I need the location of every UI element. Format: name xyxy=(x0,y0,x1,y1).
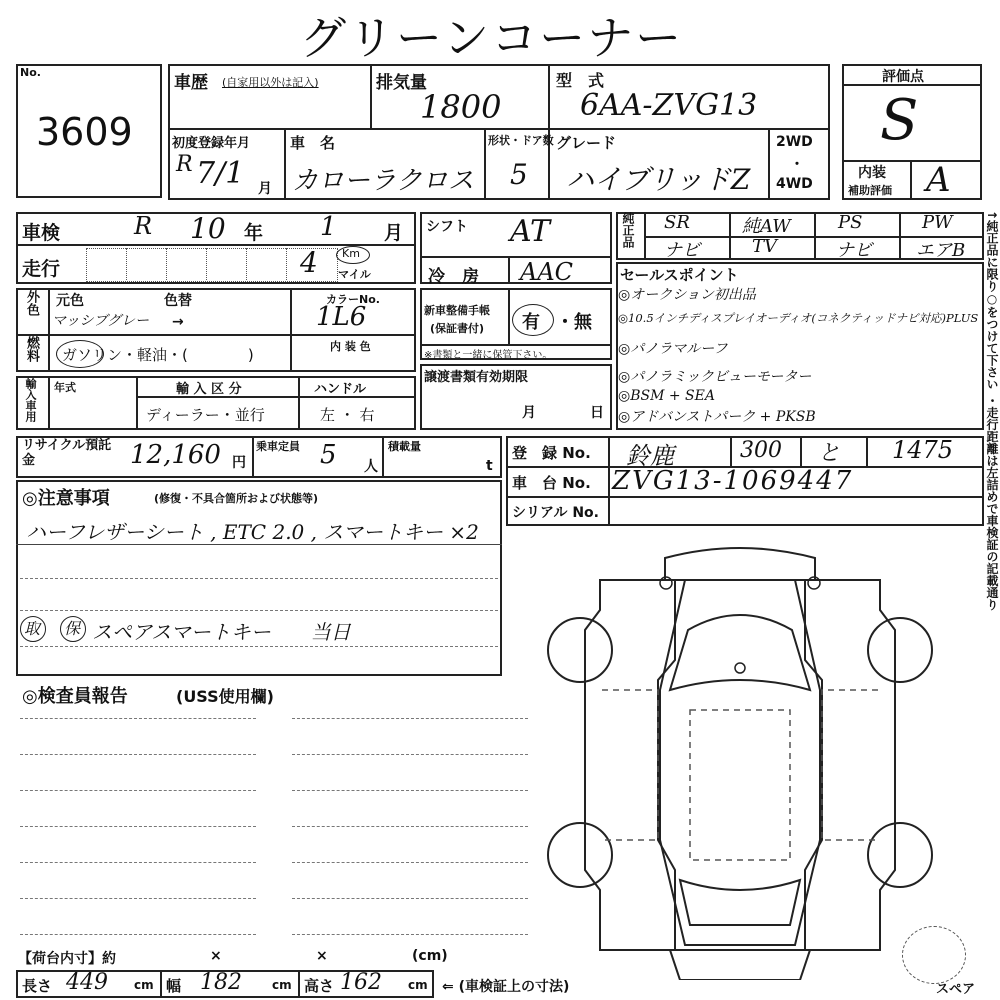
cargo-x2: × xyxy=(316,948,328,964)
first-reg-label: 初度登録年月 xyxy=(172,136,251,151)
interior-label: 内装 xyxy=(858,165,886,181)
equip-navi2: ナビ xyxy=(836,240,872,261)
notes-sub: (修復・不具合箇所および状態等) xyxy=(154,492,319,505)
manual-note: ※書類と一緒に保管下さい。 xyxy=(424,350,553,361)
grade-score-value: S xyxy=(880,88,919,153)
history-label: 車歴 xyxy=(174,73,208,93)
car-name-value: カローラクロス xyxy=(292,166,475,196)
inspection-era: R xyxy=(134,212,153,240)
transfer-label: 譲渡書類有効期限 xyxy=(424,370,529,385)
ton-unit: t xyxy=(486,458,493,474)
cargo-x1: × xyxy=(210,948,222,964)
inspector-sub: (USS使用欄) xyxy=(176,687,274,706)
page-title: グリーンコーナー xyxy=(300,11,684,65)
inspection-month: 1 xyxy=(320,212,337,242)
equip-tv: TV xyxy=(752,236,778,257)
recycle-label: リサイクル預託金 xyxy=(22,438,112,468)
fuel-label: 燃料 xyxy=(24,336,39,362)
model-label: 型 式 xyxy=(556,71,605,90)
year-unit: 年 xyxy=(244,222,264,244)
person-unit: 人 xyxy=(364,459,378,475)
capacity-label: 乗車定員 xyxy=(256,440,300,453)
orig-color-value: マッシブグレー xyxy=(52,313,150,329)
grade-score-label: 評価点 xyxy=(882,69,924,85)
displacement-value: 1800 xyxy=(420,88,502,126)
recycle-amount: 12,160 xyxy=(130,440,221,470)
roof-panel xyxy=(690,710,790,860)
chassis-value: ZVG13-1069447 xyxy=(612,466,854,496)
color-no-value: 1L6 xyxy=(316,302,367,332)
car-name-label: 車 名 xyxy=(290,134,336,152)
chassis-label: 車 台 No. xyxy=(512,474,591,492)
mileage-value: 4 xyxy=(300,246,318,279)
no-label: No. xyxy=(20,66,41,79)
grade-value: ハイブリッドZ xyxy=(566,163,751,196)
doors-label: 形状・ドア数 xyxy=(488,134,554,147)
cargo-label: 【荷台内寸】約 xyxy=(18,951,116,967)
manual-sep: ・ xyxy=(556,312,574,333)
length-cm: cm xyxy=(134,978,154,992)
lot-number: 3609 xyxy=(36,110,133,154)
cargo-unit: (cm) xyxy=(412,948,448,964)
drive-4wd: 4WD xyxy=(776,176,813,192)
transfer-day: 日 xyxy=(590,405,604,421)
load-label: 積載量 xyxy=(388,440,421,453)
inspection-year: 10 xyxy=(190,212,226,245)
length-value: 449 xyxy=(66,970,108,995)
spare-tire xyxy=(902,926,966,984)
model-value: 6AA-ZVG13 xyxy=(580,88,758,123)
first-reg-era: R xyxy=(176,152,193,177)
rear-bumper xyxy=(670,950,810,980)
spare-label: スペア xyxy=(936,982,976,997)
capacity-value: 5 xyxy=(320,440,337,470)
history-note: (自家用以外は記入) xyxy=(222,76,319,89)
shift-label: シフト xyxy=(426,219,468,235)
model-year-label: 年式 xyxy=(54,381,76,394)
height-value: 162 xyxy=(340,970,382,995)
grade-label: グレード xyxy=(556,134,617,152)
car-damage-diagram xyxy=(540,540,940,980)
dims-note: ⇐ (車検証上の寸法) xyxy=(442,979,570,995)
note-line-1: ハーフレザーシート , ETC 2.0 , スマートキー ×2 xyxy=(26,520,479,544)
right-side-panel xyxy=(805,580,895,950)
reg-class: 300 xyxy=(740,438,782,463)
windshield xyxy=(670,615,810,690)
manual-sub: (保証書付) xyxy=(430,322,485,335)
height-label: 高さ xyxy=(304,977,335,995)
spare-key-note: スペアスマートキー 当日 xyxy=(92,620,351,644)
reg-no-label: 登 録 No. xyxy=(512,444,591,462)
front-right-wheel xyxy=(868,618,932,682)
fuel-options: ガソリン・軽油・( ) xyxy=(62,346,254,364)
rear-left-wheel xyxy=(548,823,612,887)
notes-label: ◎注意事項 xyxy=(22,488,110,509)
mileage-label: 走行 xyxy=(22,258,61,280)
sales-point-5: ◎BSM + SEA xyxy=(618,388,715,404)
height-cm: cm xyxy=(408,978,428,992)
import-label: 輸入車用 xyxy=(24,378,37,422)
interior-color-label: 内 装 色 xyxy=(330,340,371,353)
equip-navi: ナビ xyxy=(664,240,700,261)
width-cm: cm xyxy=(272,978,292,992)
stamp-2: 保 xyxy=(64,619,81,638)
sales-point-3: ◎パノラマルーフ xyxy=(618,341,728,357)
orig-color-label: 元色 xyxy=(56,293,84,309)
equip-airbag: エアB xyxy=(916,240,966,261)
month-unit: 月 xyxy=(384,222,404,244)
handle-value: 左 ・ 右 xyxy=(320,406,375,424)
transfer-month: 月 xyxy=(522,405,536,421)
inspection-label: 車検 xyxy=(22,222,61,244)
rear-window xyxy=(680,880,800,925)
interior-score: A xyxy=(926,160,951,200)
import-class: ディーラー・並行 xyxy=(146,406,265,424)
reg-area: 鈴鹿 xyxy=(626,442,674,470)
sales-point-2: ◎10.5インチディスプレイオーディオ(コネクティッドナビ対応)PLUS xyxy=(618,311,979,325)
handle-label: ハンドル xyxy=(314,382,367,397)
reg-number: 1475 xyxy=(892,436,954,464)
drive-dot: ・ xyxy=(790,157,804,173)
width-value: 182 xyxy=(200,970,242,995)
equip-aw: 純AW xyxy=(742,216,791,237)
color-arrow: → xyxy=(172,314,184,330)
equip-label: 純正品 xyxy=(621,212,635,248)
rear-right-wheel xyxy=(868,823,932,887)
front-left-wheel xyxy=(548,618,612,682)
drive-2wd: 2WD xyxy=(776,134,813,150)
equip-sr: SR xyxy=(664,212,690,233)
reg-kana: と xyxy=(818,441,841,466)
equip-pw: PW xyxy=(922,212,953,233)
stamp-1: 取 xyxy=(24,619,41,638)
left-side-panel xyxy=(585,580,675,950)
side-note: ↑純正品に限り○をつけて下さい ・走行距離は左詰めで車検証の記載通り xyxy=(985,210,999,611)
inspector-label: ◎検査員報告 xyxy=(22,686,128,707)
color-no-label: カラーNo. xyxy=(326,293,380,306)
sales-point-1: ◎オークション初出品 xyxy=(618,287,756,303)
color-change-label: 色替 xyxy=(164,293,192,309)
doors-value: 5 xyxy=(510,158,528,191)
length-label: 長さ xyxy=(22,977,53,995)
equip-ps: PS xyxy=(838,212,863,233)
mile-unit: マイル xyxy=(338,268,371,281)
width-label: 幅 xyxy=(166,977,182,995)
displacement-label: 排気量 xyxy=(376,73,427,93)
first-reg-month-unit: 月 xyxy=(258,181,272,197)
exterior-label: 外色 xyxy=(24,290,39,316)
shift-value: AT xyxy=(510,214,551,249)
ac-label: 冷 房 xyxy=(428,267,479,287)
import-class-label: 輸 入 区 分 xyxy=(176,382,242,397)
front-bumper xyxy=(665,548,815,580)
ac-value: AAC xyxy=(520,258,574,286)
sales-point-6: ◎アドバンストパーク + PKSB xyxy=(618,409,816,425)
manual-label: 新車整備手帳 xyxy=(424,304,490,317)
interior-sub: 補助評価 xyxy=(848,184,892,197)
sales-point-4: ◎パノラミックビューモーター xyxy=(618,369,812,385)
km-unit: Km xyxy=(342,247,360,260)
sales-points-label: セールスポイント xyxy=(620,266,739,284)
first-reg-value: 7/1 xyxy=(196,156,245,191)
manual-no: 無 xyxy=(574,312,592,333)
yen-unit: 円 xyxy=(232,455,246,471)
serial-label: シリアル No. xyxy=(512,505,599,521)
manual-yes: 有 xyxy=(522,312,540,333)
